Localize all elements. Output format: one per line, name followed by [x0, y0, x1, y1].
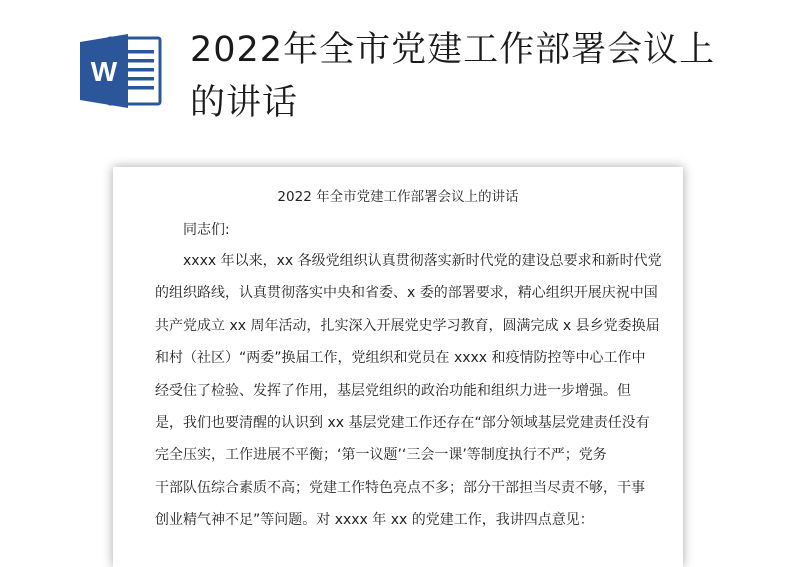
text-line: 的组织路线，认真贯彻落实中央和省委、x 委的部署要求，精心组织开展庆祝中国: [155, 285, 658, 302]
page-heading: 2022 年全市党建工作部署会议上的讲话: [277, 189, 519, 205]
text-line: xxxx 年以来，xx 各级党组织认真贯彻落实新时代党的建设总要求和新时代党: [183, 253, 662, 269]
document-page-preview: [113, 167, 683, 567]
salutation: 同志们:: [183, 222, 230, 238]
text-line: 完全压实，工作进展不平衡；‘第一议题’‘三会一课’等制度执行不严；党务: [155, 447, 607, 464]
header: [0, 0, 800, 150]
text-line: 干部队伍综合素质不高；党建工作特色亮点不多；部分干部担当尽责不够，干事: [155, 479, 645, 496]
word-document-icon: [78, 30, 164, 112]
text-line: 创业精气神不足”等问题。对 xxxx 年 xx 的党建工作，我讲四点意见：: [155, 512, 594, 529]
text-line: 经受住了检验、发挥了作用，基层党组织的政治功能和组织力进一步增强。但: [155, 382, 631, 399]
svg-text:W: W: [90, 56, 118, 87]
body-text: [155, 251, 662, 543]
text-line: 共产党成立 xx 周年活动，扎实深入开展党史学习教育，圆满完成 x 县乡党委换届: [155, 317, 660, 334]
text-line: 和村（社区）“两委”换届工作，党组织和党员在 xxxx 和疫情防控等中心工作中: [155, 350, 646, 367]
document-title: 2022年全市党建工作部署会议上的讲话: [190, 30, 716, 123]
text-line: 是，我们也要清醒的认识到 xx 基层党建工作还存在“部分领域基层党建责任没有: [155, 414, 650, 431]
